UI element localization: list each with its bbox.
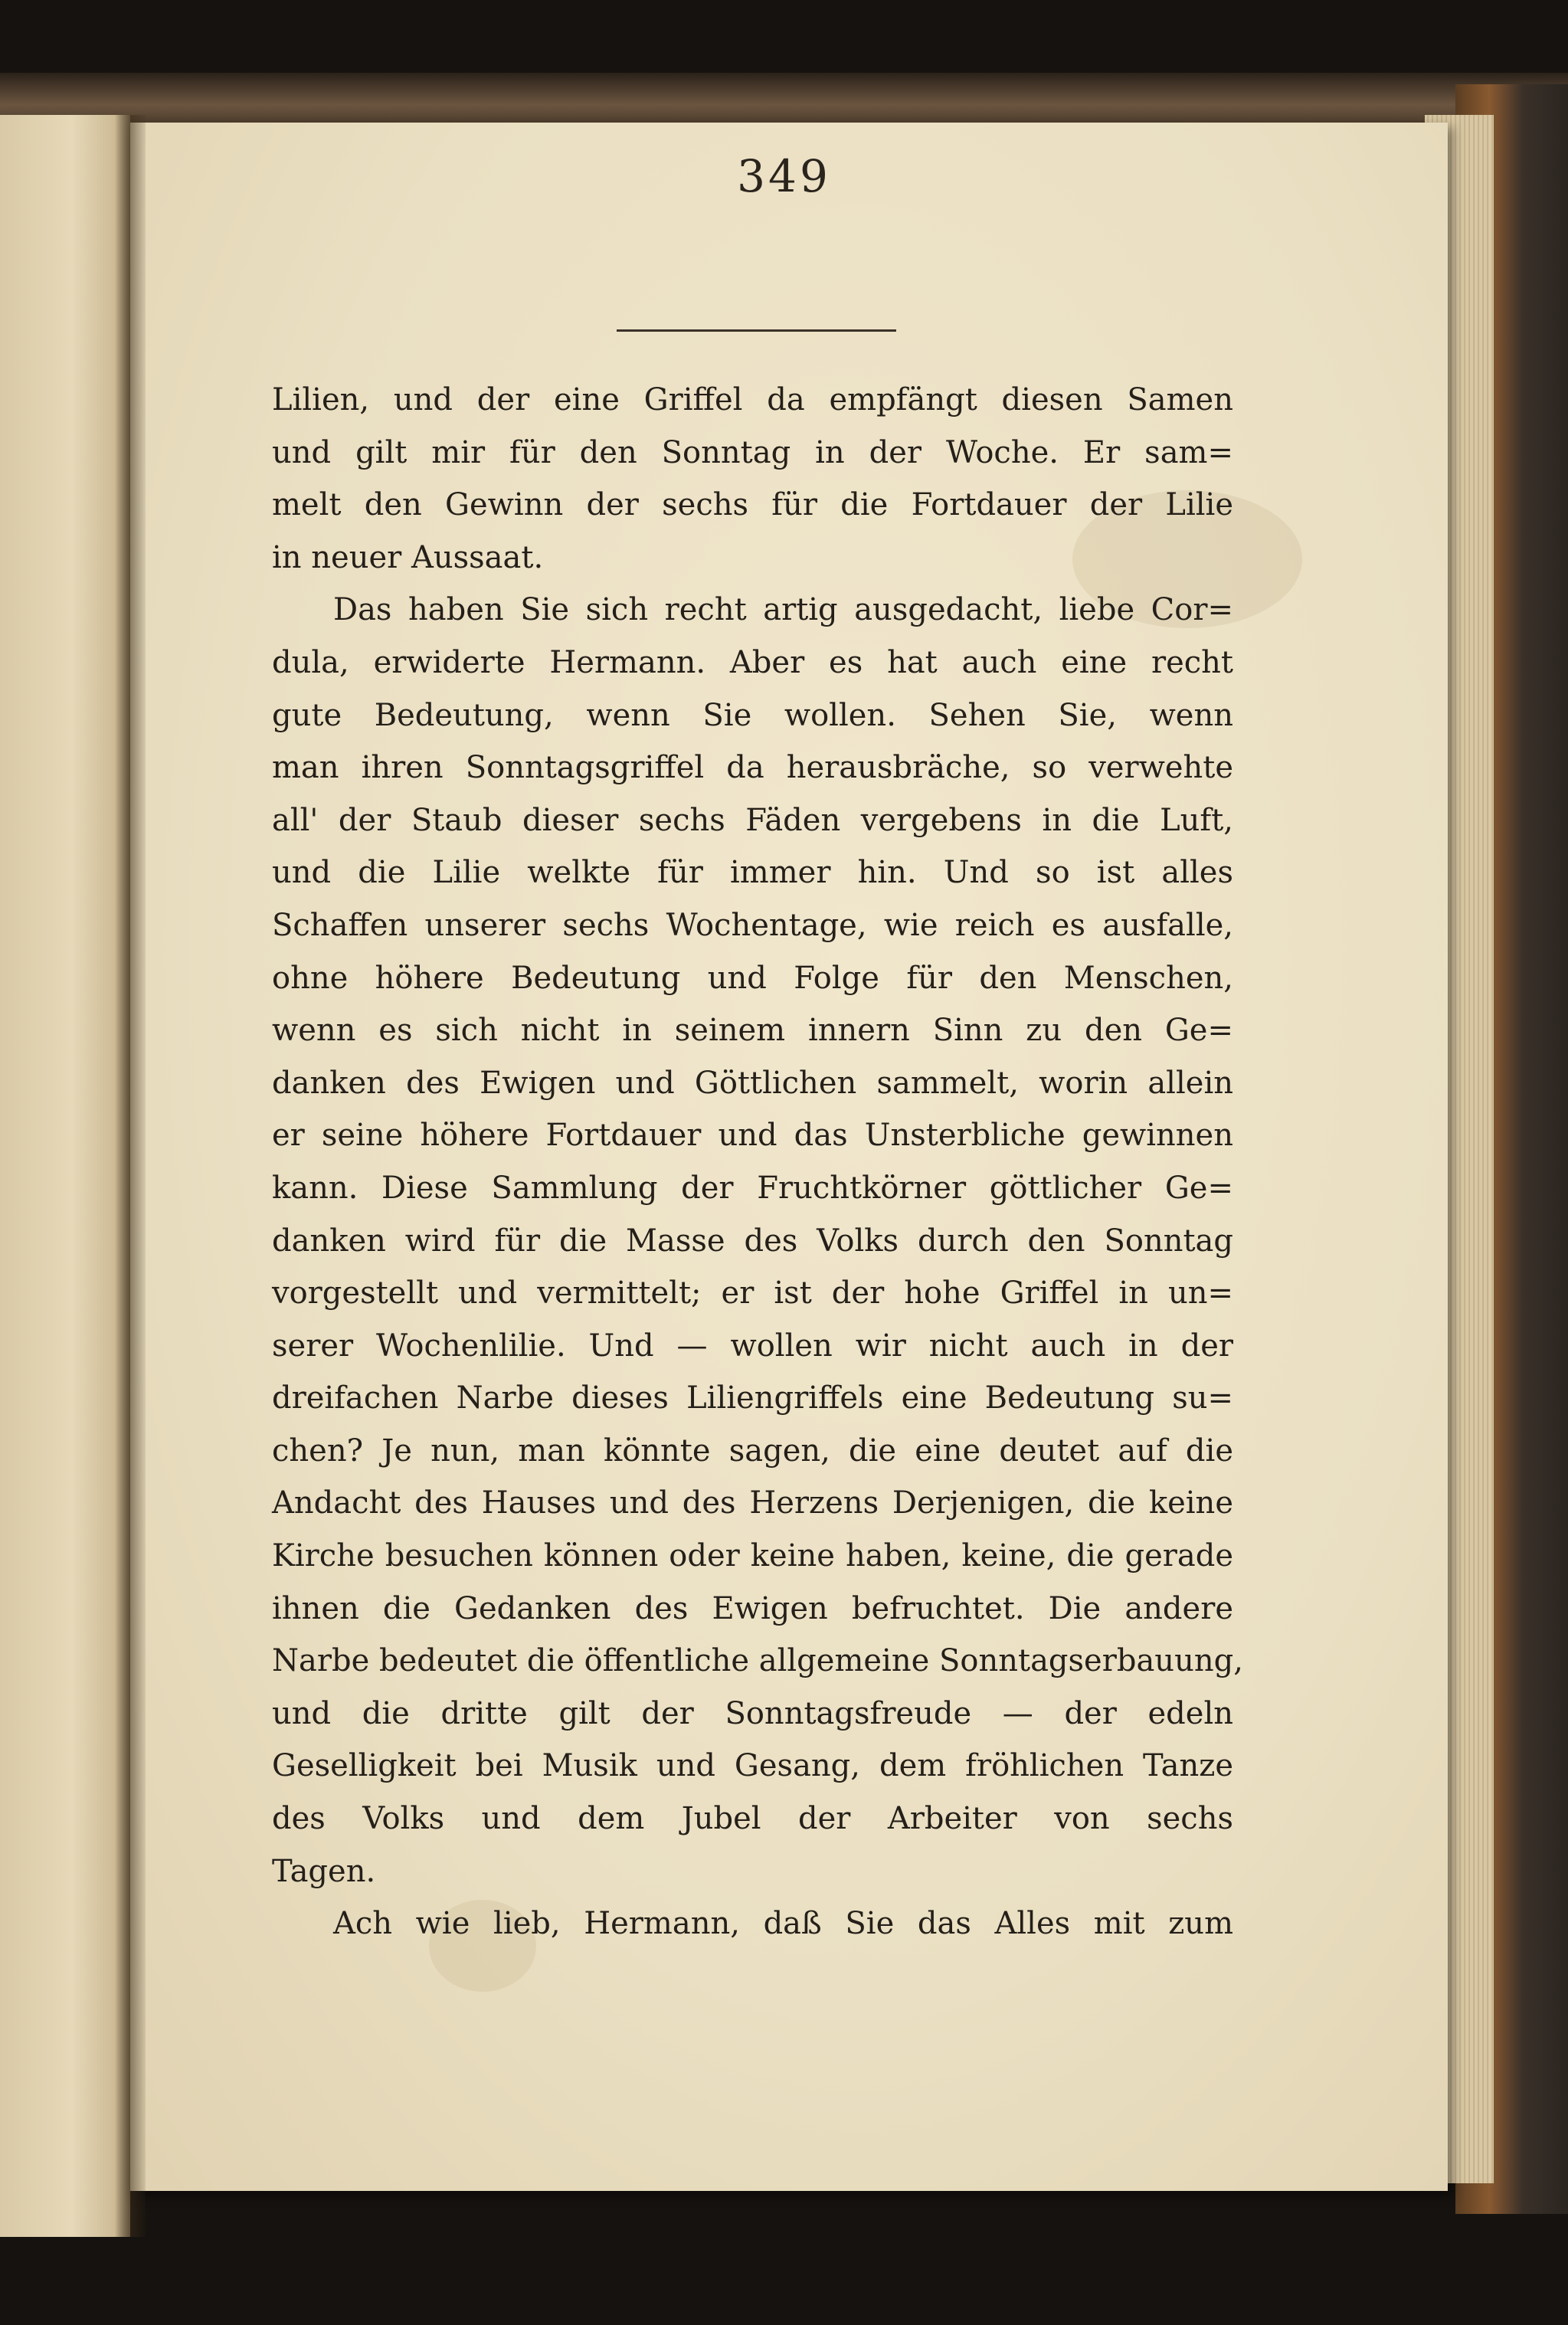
text-line: Tagen. bbox=[272, 1853, 376, 1889]
text-line: Das haben Sie sich recht artig ausgedacht, liebe Cor= bbox=[333, 592, 1233, 628]
text-line: gute Bedeutung, wenn Sie wollen. Sehen Sie, wenn bbox=[272, 697, 1233, 733]
text-line: danken des Ewigen und Göttlichen sammelt, worin allein bbox=[272, 1065, 1233, 1101]
text-line: wenn es sich nicht in seinem innern Sinn zu den Ge= bbox=[272, 1013, 1233, 1049]
text-line: man ihren Sonntagsgriffel da herausbräche, so verwehte bbox=[272, 750, 1233, 786]
text-line: in neuer Aussaat. bbox=[272, 539, 544, 575]
text-line: Andacht des Hauses und des Herzens Derjenigen, die keine bbox=[272, 1485, 1233, 1521]
text-line: dula, erwiderte Hermann. Aber es hat auch eine recht bbox=[272, 644, 1233, 680]
text-line: und die Lilie welkte für immer hin. Und so ist alles bbox=[272, 855, 1233, 891]
text-line: Geselligkeit bei Musik und Gesang, dem fröhlichen Tanze bbox=[272, 1748, 1233, 1784]
page-number: 349 bbox=[737, 150, 831, 202]
text-line: ihnen die Gedanken des Ewigen befruchtet. Die andere bbox=[272, 1590, 1233, 1626]
body-text bbox=[272, 374, 1243, 1950]
text-line: vorgestellt und vermittelt; er ist der hohe Griffel in un= bbox=[272, 1275, 1233, 1311]
text-line: all' der Staub dieser sechs Fäden vergebens in die Luft, bbox=[272, 802, 1233, 838]
text-line: des Volks und dem Jubel der Arbeiter von sechs bbox=[272, 1801, 1233, 1837]
text-line: serer Wochenlilie. Und — wollen wir nicht auch in der bbox=[272, 1328, 1233, 1364]
text-line: Lilien, und der eine Griffel da empfängt diesen Samen bbox=[272, 382, 1233, 418]
left-page-margin bbox=[0, 115, 130, 2237]
text-line: er seine höhere Fortdauer und das Unsterbliche gewinnen bbox=[272, 1118, 1233, 1154]
text-line: chen? Je nun, man könnte sagen, die eine deutet auf die bbox=[272, 1433, 1233, 1469]
header-rule bbox=[617, 329, 896, 332]
book-cover-top-edge bbox=[0, 73, 1568, 126]
text-line: Schaffen unserer sechs Wochentage, wie reich es ausfalle, bbox=[272, 907, 1233, 943]
text-line: melt den Gewinn der sechs für die Fortdauer der Lilie bbox=[272, 487, 1233, 523]
text-line: Ach wie lieb, Hermann, daß Sie das Alles mit zum bbox=[333, 1906, 1233, 1942]
text-line: kann. Diese Sammlung der Fruchtkörner göttlicher Ge= bbox=[272, 1170, 1233, 1206]
text-line: und die dritte gilt der Sonntagsfreude — der edeln bbox=[272, 1695, 1233, 1731]
text-line: Kirche besuchen können oder keine haben, keine, die gerade bbox=[272, 1538, 1233, 1574]
text-line: danken wird für die Masse des Volks durch den Sonntag bbox=[272, 1223, 1233, 1259]
text-line: Narbe bedeutet die öffentliche allgemeine Sonntagserbauung, bbox=[272, 1643, 1243, 1679]
text-line: ohne höhere Bedeutung und Folge für den Menschen, bbox=[272, 960, 1233, 996]
gutter-shadow bbox=[115, 115, 146, 2237]
text-line: und gilt mir für den Sonntag in der Woche. Er sam= bbox=[272, 434, 1233, 470]
text-line: dreifachen Narbe dieses Liliengriffels eine Bedeutung su= bbox=[272, 1380, 1233, 1416]
